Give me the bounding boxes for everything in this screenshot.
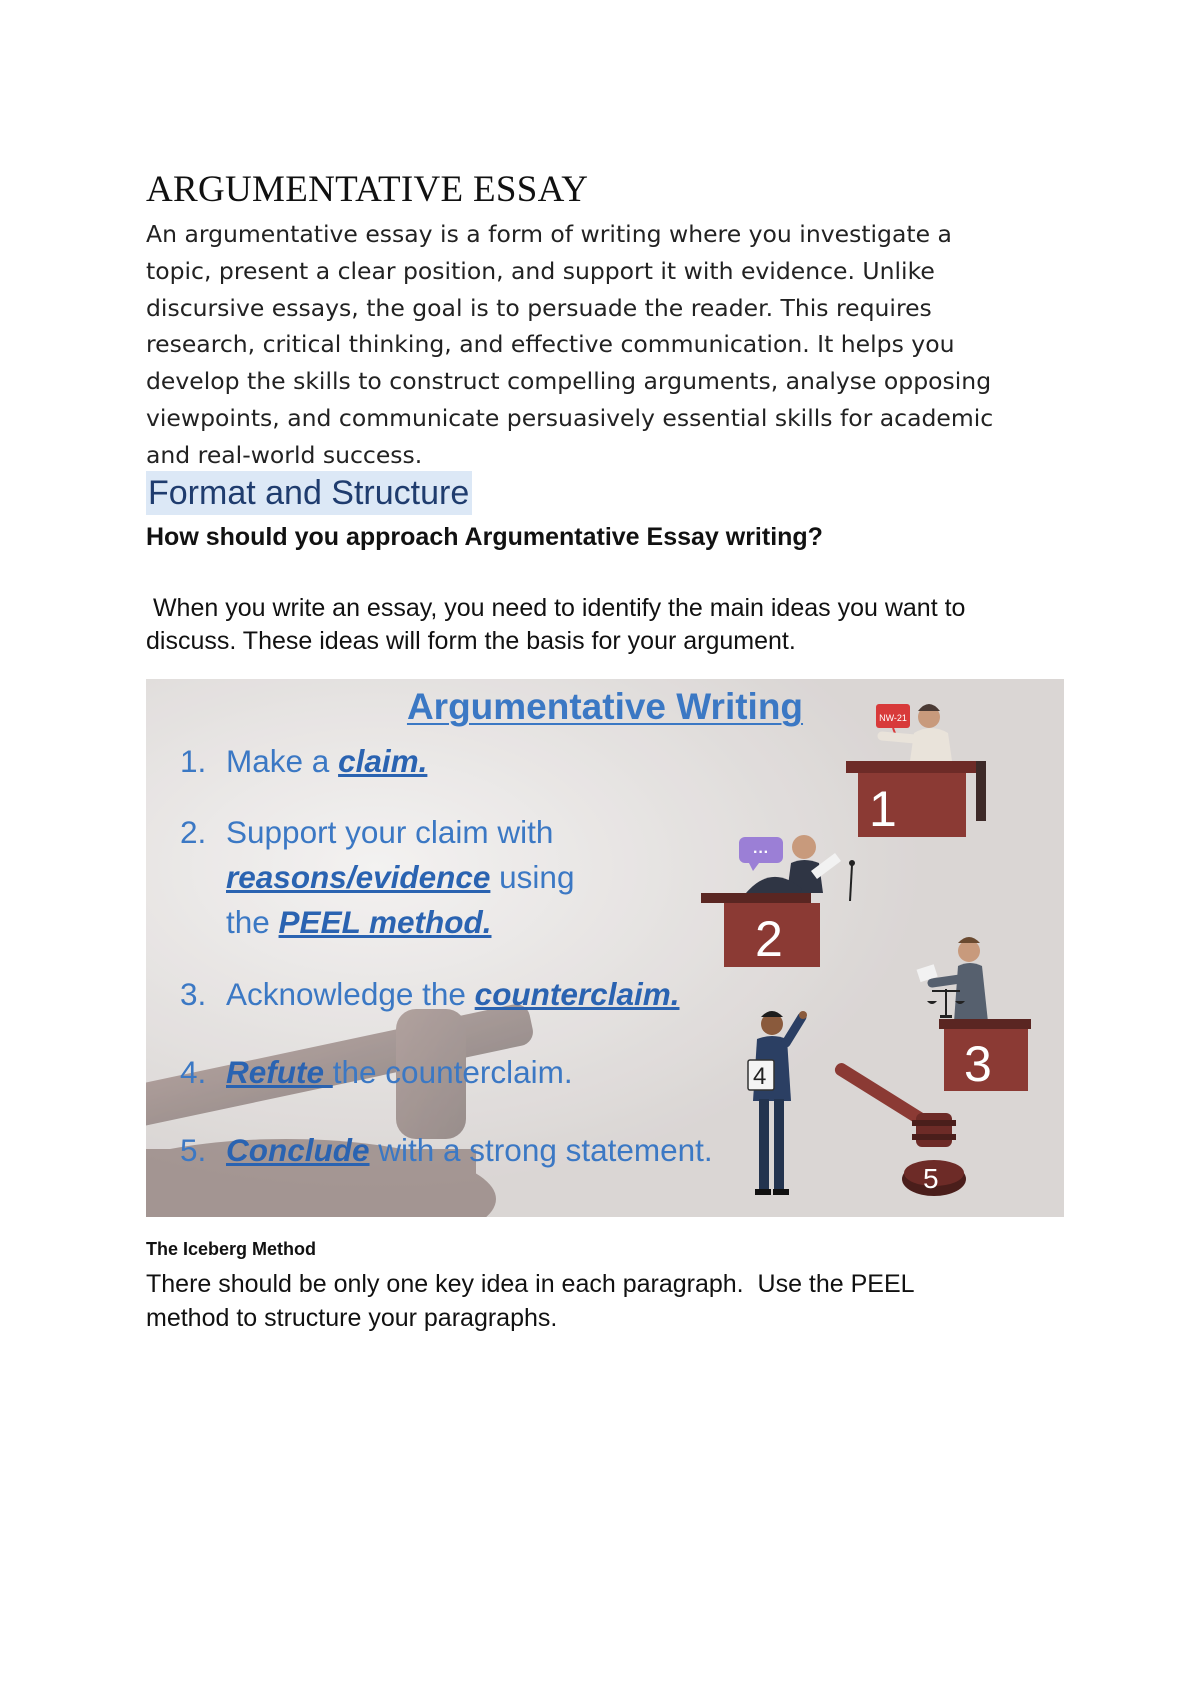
gavel-icon [916, 1113, 952, 1147]
step-text: Support your claim with [226, 814, 554, 850]
infographic-title: Argumentative Writing [406, 686, 804, 727]
intro-line: develop the skills to construct compelling arguments, analyse opposing [146, 367, 992, 396]
step-text: Make a [226, 743, 339, 779]
card-number: 4 [753, 1063, 767, 1090]
step-text: using [490, 859, 575, 895]
body-paragraph-2 [146, 1267, 1096, 1335]
step-number: 5. [180, 1132, 207, 1168]
intro-line: An argumentative essay is a form of writing where you investigate a [146, 220, 952, 248]
step-emphasis: PEEL method. [278, 904, 492, 940]
intro-line: and real-world success. [146, 440, 423, 469]
intro-line: topic, present a clear position, and support it with evidence. Unlike [146, 256, 935, 285]
step-emphasis: claim. [338, 743, 428, 779]
intro-line: discursive essays, the goal is to persuade the reader. This requires [146, 293, 932, 322]
podium-1-group [846, 704, 986, 837]
step-text: Acknowledge the [226, 976, 475, 1012]
step-text: the counterclaim. [332, 1054, 573, 1090]
step-number: 1. [180, 743, 207, 779]
step-emphasis: Conclude [226, 1132, 370, 1168]
argumentative-writing-infographic [146, 679, 1064, 1217]
body-paragraph [146, 592, 1096, 658]
bubble-dots: ··· [753, 844, 769, 861]
step-emphasis: counterclaim. [474, 976, 680, 1012]
paragraph-line: When you write an essay, you need to identify the main ideas you want to [146, 594, 966, 622]
step-number: 3. [180, 976, 207, 1012]
podium-number: 2 [755, 911, 783, 967]
podium-number: 5 [923, 1163, 939, 1194]
intro-line: viewpoints, and communicate persuasively essential skills for academic [146, 403, 994, 432]
step-text: the [226, 904, 279, 940]
step-emphasis: reasons/evidence [226, 859, 491, 895]
image-caption: The Iceberg Method [146, 1239, 317, 1259]
document-title: ARGUMENTATIVE ESSAY [146, 169, 589, 210]
debate-illustration [146, 679, 1064, 1217]
step-emphasis: Refute [226, 1054, 333, 1090]
sign-text: NW-21 [879, 713, 907, 723]
step-number: 4. [180, 1054, 207, 1090]
step-text: with a strong statement. [369, 1132, 713, 1168]
paragraph-line: method to structure your paragraphs. [146, 1304, 558, 1332]
speaker-4-group [748, 1011, 807, 1195]
subheading: How should you approach Argumentative Essay writing? [146, 523, 823, 551]
section-heading: Format and Structure [146, 471, 472, 515]
podium-2-group [701, 835, 855, 967]
podium-number: 1 [869, 781, 897, 837]
paragraph-line: discuss. These ideas will form the basis for your argument. [146, 627, 796, 655]
podium-number: 3 [964, 1036, 992, 1092]
intro-paragraph [146, 216, 1046, 474]
podium-3-group [917, 937, 1031, 1092]
step-number: 2. [180, 814, 207, 850]
intro-line: research, critical thinking, and effective communication. It helps you [146, 330, 955, 359]
paragraph-line: There should be only one key idea in each paragraph. Use the PEEL [146, 1270, 915, 1298]
